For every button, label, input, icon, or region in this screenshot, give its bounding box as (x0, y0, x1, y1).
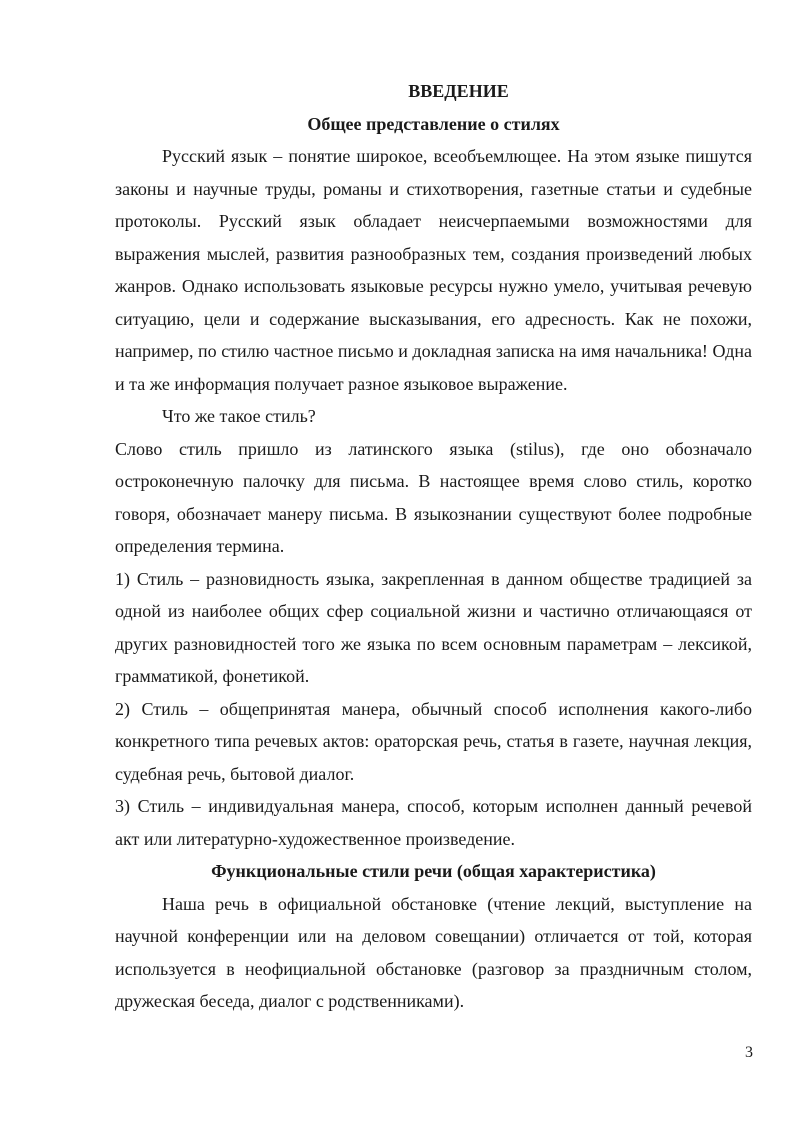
definition-intro-paragraph: Слово стиль пришло из латинского языка (stilus), где оно обозначало остроконечную палочку для письма. В настоящее время слово стиль, коротко говоря, обозначает манеру письма. В языкознании существуют более подробные определения термина. (115, 438, 752, 556)
intro-paragraph: Русский язык – понятие широкое, всеобъемлющее. На этом языке пишутся законы и научные труды, романы и стихотворения, газетные статьи и судебные протоколы. Русский язык обладает неисчерпаемыми возможностями для выражения мыслей, развития разнообразных тем, создания произведений любых жанров. Однако использовать языковые ресурсы нужно умело, учитывая речевую ситуацию, цели и содержание высказывания, его адресность. Как не похожи, например, по стилю частное письмо и докладная записка на имя начальника! Одна и та же информация получает разное языковое выражение. (115, 146, 752, 394)
section-paragraph: Наша речь в официальной обстановке (чтение лекций, выступление на научной конференции или на деловом совещании) отличается от той, которая используется в неофициальной обстановке (разговор за праздничным столом, дружеская беседа, диалог с родственниками). (115, 893, 752, 1011)
definition-item-2: 2) Стиль – общепринятая манера, обычный способ исполнения какого-либо конкретного типа речевых актов: ораторская речь, статья в газете, научная лекция, судебная речь, бытовой диалог. (115, 698, 752, 784)
page-title: ВВЕДЕНИЕ (408, 81, 509, 101)
question-paragraph: Что же такое стиль? (162, 406, 316, 426)
section-title: Функциональные стили речи (общая характеристика) (211, 861, 656, 881)
section-subtitle: Общее представление о стилях (307, 113, 560, 134)
definition-item-3: 3) Стиль – индивидуальная манера, способ, которым исполнен данный речевой акт или литературно-художественное произведение. (115, 796, 752, 849)
definition-item-1: 1) Стиль – разновидность языка, закрепленная в данном обществе традицией за одной из наиболее общих сфер социальной жизни и частично отличающаяся от других разновидностей того же языка по всем основным параметрам – лексикой, грамматикой, фонетикой. (115, 568, 752, 686)
page-number: 3 (745, 1044, 753, 1061)
document-body (115, 75, 752, 1018)
